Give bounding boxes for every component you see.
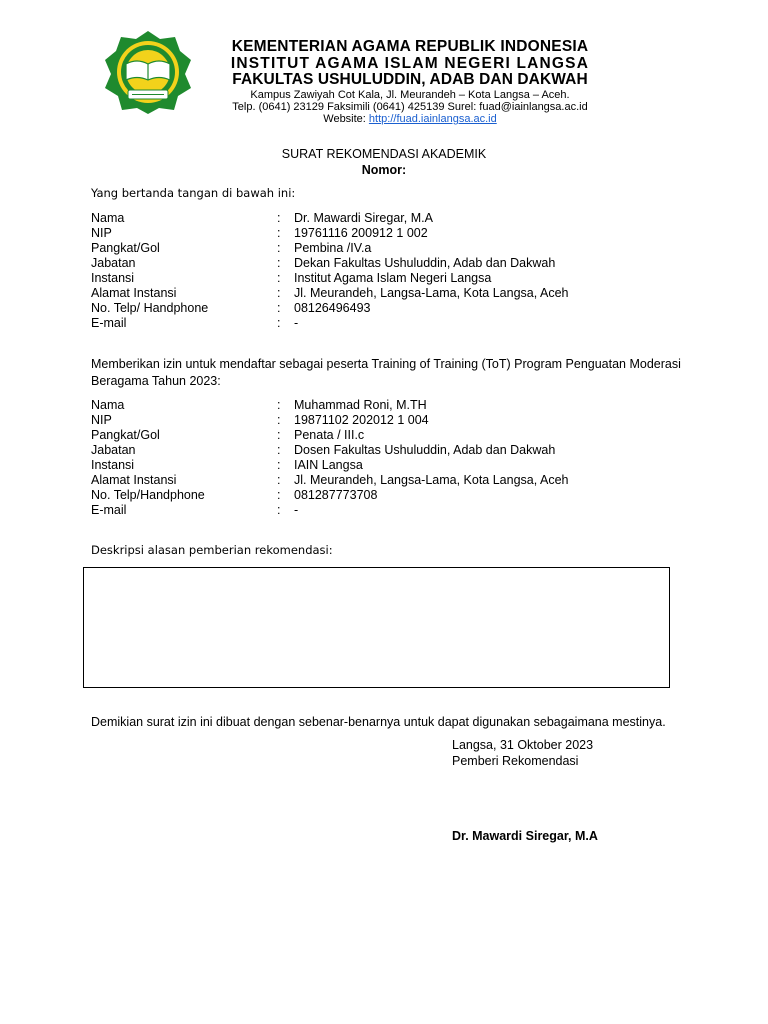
field-value: 19871102 202012 1 004 — [294, 413, 429, 427]
field-separator: : — [277, 301, 281, 315]
field-value: Institut Agama Islam Negeri Langsa — [294, 271, 492, 285]
field-value: 19761116 200912 1 002 — [294, 226, 428, 240]
field-label: Nama — [91, 211, 125, 225]
field-label: No. Telp/Handphone — [91, 488, 205, 502]
field-label: Jabatan — [91, 443, 136, 457]
field-value: Pembina /IV.a — [294, 241, 372, 255]
field-value: Penata / III.c — [294, 428, 365, 442]
field-value: 081287773708 — [294, 488, 378, 502]
field-label: Instansi — [91, 458, 135, 472]
field-value: Muhammad Roni, M.TH — [294, 398, 427, 412]
field-value: - — [294, 316, 299, 330]
field-separator: : — [277, 473, 281, 487]
field-separator: : — [277, 286, 281, 300]
field-value: 08126496493 — [294, 301, 371, 315]
website-link[interactable]: http://fuad.iainlangsa.ac.id — [368, 113, 497, 125]
permission-text: Memberikan izin untuk mendaftar sebagai peserta Training of Training (ToT) Program Penguatan Moderasi Beragama Tahun 2023: — [91, 357, 681, 388]
institution-logo — [104, 30, 192, 114]
description-box[interactable] — [83, 567, 670, 688]
field-value: Jl. Meurandeh, Langsa-Lama, Kota Langsa, Aceh — [294, 473, 569, 487]
ministry-name: KEMENTERIAN AGAMA REPUBLIK INDONESIA — [231, 38, 589, 55]
field-label: NIP — [91, 413, 112, 427]
contact-line: Telp. (0641) 23129 Faksimili (0641) 425139 Surel: fuad@iainlangsa.ac.id — [232, 101, 588, 113]
field-value: Dosen Fakultas Ushuluddin, Adab dan Dakwah — [294, 443, 556, 457]
website-line — [200, 113, 620, 125]
field-separator: : — [277, 256, 281, 270]
field-value: IAIN Langsa — [294, 458, 363, 472]
field-value: - — [294, 503, 299, 517]
field-value: Jl. Meurandeh, Langsa-Lama, Kota Langsa, Aceh — [294, 286, 569, 300]
closing-text: Demikian surat izin ini dibuat dengan sebenar-benarnya untuk dapat digunakan sebagaimana mestinya. — [91, 715, 666, 729]
field-separator: : — [277, 428, 281, 442]
field-separator: : — [277, 443, 281, 457]
field-separator: : — [277, 458, 281, 472]
field-label: E-mail — [91, 503, 127, 517]
signer-role: Pemberi Rekomendasi — [452, 754, 579, 768]
website-label: Website: — [323, 113, 369, 125]
field-label: Alamat Instansi — [91, 286, 177, 300]
field-label: Nama — [91, 398, 125, 412]
institute-name: INSTITUT AGAMA ISLAM NEGERI LANGSA — [230, 55, 590, 72]
description-label: Deskripsi alasan pemberian rekomendasi: — [91, 543, 333, 557]
field-label: Jabatan — [91, 256, 136, 270]
field-label: NIP — [91, 226, 112, 240]
field-separator: : — [277, 316, 281, 330]
field-value: Dr. Mawardi Siregar, M.A — [294, 211, 433, 225]
field-label: Pangkat/Gol — [91, 428, 160, 442]
field-value: Dekan Fakultas Ushuluddin, Adab dan Dakwah — [294, 256, 556, 270]
field-label: No. Telp/ Handphone — [91, 301, 209, 315]
field-label: E-mail — [91, 316, 127, 330]
letter-number-label: Nomor: — [361, 163, 407, 177]
field-separator: : — [277, 226, 281, 240]
place-date: Langsa, 31 Oktober 2023 — [452, 738, 594, 752]
field-separator: : — [277, 488, 281, 502]
field-separator: : — [277, 211, 281, 225]
field-separator: : — [277, 413, 281, 427]
field-label: Instansi — [91, 271, 135, 285]
address-line: Kampus Zawiyah Cot Kala, Jl. Meurandeh – Kota Langsa – Aceh. — [250, 89, 570, 101]
signer-name: Dr. Mawardi Siregar, M.A — [452, 829, 598, 843]
field-separator: : — [277, 271, 281, 285]
faculty-name: FAKULTAS USHULUDDIN, ADAB DAN DAKWAH — [232, 71, 588, 88]
field-separator: : — [277, 241, 281, 255]
intro-text: Yang bertanda tangan di bawah ini: — [91, 186, 296, 200]
field-label: Pangkat/Gol — [91, 241, 160, 255]
letter-title: SURAT REKOMENDASI AKADEMIK — [281, 147, 487, 161]
field-label: Alamat Instansi — [91, 473, 177, 487]
field-separator: : — [277, 503, 281, 517]
field-separator: : — [277, 398, 281, 412]
